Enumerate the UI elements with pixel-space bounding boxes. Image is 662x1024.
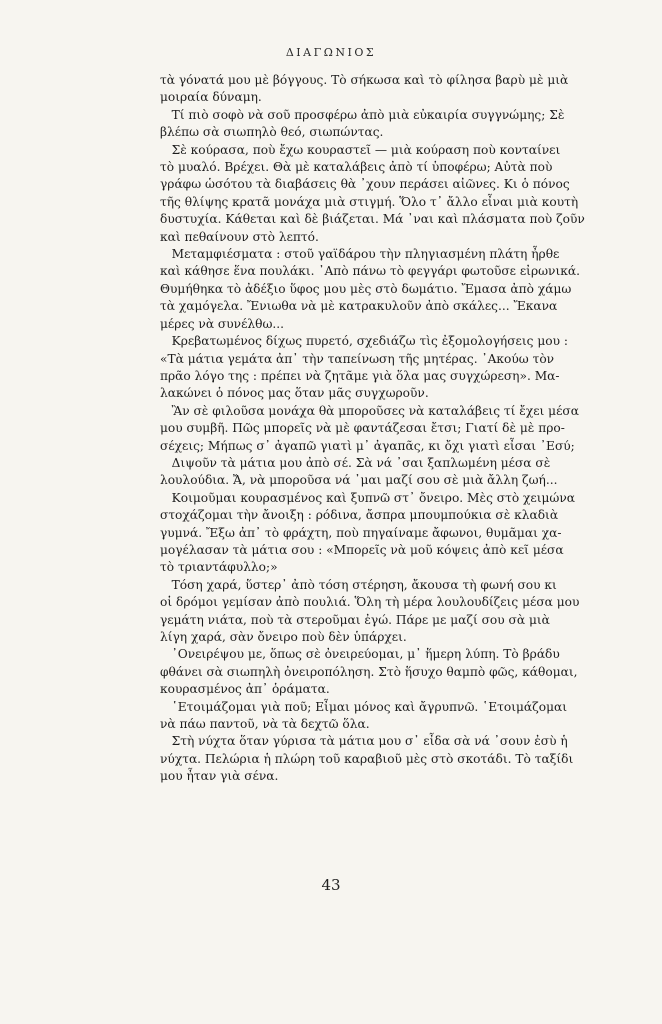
text-line: ᾽Ονειρέψου με, ὅπως σὲ ὀνειρεύομαι, μ᾽ ἥμερη λύπη. Τὸ βράδυ [160,647,560,662]
text-line: σέχεις; Μήπως σ᾽ ἀγαπῶ γιατὶ μ᾽ ἀγαπᾶς, κι ὄχι γιατὶ εἶσαι ᾽Εσύ; [160,438,575,453]
text-line: τὸ τριαντάφυλλο;» [160,560,278,575]
text-line: γράφω ὡσότου τὰ διαβάσεις θὰ ᾽χουν περάσει αἰῶνες. Κι ὁ πόνος [160,177,570,192]
text-line: Ἂν σὲ φιλοῦσα μονάχα θὰ μποροῦσες νὰ καταλάβεις τί ἔχει μέσα [160,403,579,418]
page-number: 43 [321,876,341,894]
text-line: Κοιμοῦμαι κουρασμένος καὶ ξυπνῶ στ᾽ ὄνειρο. Μὲς στὸ χειμώνα [160,490,576,505]
text-line: τῆς θλίψης κρατᾶ μονάχα μιὰ στιγμή. Ὅλο τ᾽ ἄλλο εἶναι μιὰ κουτὴ [160,194,579,209]
text-line: νὰ πάω παντοῦ, νὰ τὰ δεχτῶ ὅλα. [160,717,370,732]
text-line: τὰ χαμόγελα. Ἔνιωθα νὰ μὲ κατρακυλοῦν ἀπὸ σκάλες... Ἔκανα [160,299,558,314]
text-line: δυστυχία. Κάθεται καὶ δὲ βιάζεται. Μά ᾽ναι καὶ πλάσματα ποὺ ζοῦν [160,212,585,227]
text-line: Τόση χαρά, ὕστερ᾽ ἀπὸ τόση στέρηση, ἄκουσα τὴ φωνή σου κι [160,577,557,592]
text-line: μογέλασαν τὰ μάτια σου : «Μπορεῖς νὰ μοῦ κόψεις ἀπὸ κεῖ μέσα [160,542,564,557]
text-line: Τί πιὸ σοφὸ νὰ σοῦ προσφέρω ἀπὸ μιὰ εὐκαιρία συγγνώμης; Σὲ [160,107,565,122]
text-line: νύχτα. Πελώρια ἡ πλώρη τοῦ καραβιοῦ μὲς στὸ σκοτάδι. Τὸ ταξίδι [160,751,574,766]
text-line: τὸ μυαλό. Βρέχει. Θὰ μὲ καταλάβεις ἀπὸ τί ὑποφέρω; Αὐτὰ ποὺ [160,160,553,175]
text-line: οἱ δρόμοι γεμίσαν ἀπὸ πουλιά. Ὅλη τὴ μέρα λουλουδίζεις μέσα μου [160,595,580,610]
text-line: γυμνά. Ἔξω ἀπ᾽ τὸ φράχτη, ποὺ πηγαίναμε ἄφωνοι, θυμᾶμαι χα- [160,525,562,540]
text-line: Σὲ κούρασα, ποὺ ἔχω κουραστεῖ — μιὰ κούραση ποὺ κονταίνει [160,142,561,157]
text-line: Στὴ νύχτα ὅταν γύρισα τὰ μάτια μου σ᾽ εἶδα σὰ νά ᾽σουν ἐσὺ ἡ [160,734,568,749]
text-line: πρᾶο λόγο της : πρέπει νὰ ζητᾶμε γιὰ ὅλα μας συγχώρεση». Μα- [160,368,560,383]
text-line: «Τὰ μάτια γεμάτα ἀπ᾽ τὴν ταπείνωση τῆς μητέρας. ᾽Ακούω τὸν [160,351,555,366]
running-title: ΔΙΑΓΩΝΙΟΣ [285,46,377,59]
text-line: μου συμβῆ. Πῶς μπορεῖς νὰ μὲ φαντάζεσαι ἔτσι; Γιατί δὲ μὲ προ- [160,421,565,436]
text-line: μέρες νὰ συνέλθω... [160,316,284,331]
text-line: κουρασμένος ἀπ᾽ ὁράματα. [160,682,330,697]
text-line: μοιραία δύναμη. [160,90,262,105]
text-line: στοχάζομαι τὴν ἄνοιξη : ρόδινα, ἄσπρα μπουμπούκια σὲ κλαδιὰ [160,508,559,523]
text-line: φθάνει σὰ σιωπηλὴ ὀνειροπόληση. Στὸ ἥσυχο θαμπὸ φῶς, κάθομαι, [160,664,578,679]
text-line: λουλούδια. Ἄ, νὰ μποροῦσα νά ᾽μαι μαζί σου σὲ μιὰ ἄλλη ζωή... [160,473,558,488]
text-line: βλέπω σὰ σιωπηλὸ θεό, σιωπώντας. [160,125,384,140]
text-line: Θυμήθηκα τὸ ἀδέξιο ὕφος μου μὲς στὸ δωμάτιο. Ἔμασα ἀπὸ χάμω [160,281,572,296]
text-line: λακώνει ὁ πόνος μας ὅταν μᾶς συγχωροῦν. [160,386,429,401]
body-text [160,72,585,786]
text-line: Μεταμφιέσματα : στοῦ γαϊδάρου τὴν πληγιασμένη πλάτη ἦρθε [160,247,560,262]
text-line: καὶ πεθαίνουν στὸ λεπτό. [160,229,319,244]
text-line: λίγη χαρά, σὰν ὄνειρο ποὺ δὲν ὑπάρχει. [160,630,407,644]
text-line: ῾Ετοιμάζομαι γιὰ ποῦ; Εἶμαι μόνος καὶ ἄγρυπνῶ. ῾Ετοιμάζομαι [160,699,568,714]
text-line: μου ἦταν γιὰ σένα. [160,769,279,784]
text-line: Διψοῦν τὰ μάτια μου ἀπὸ σέ. Σὰ νά ᾽σαι ξαπλωμένη μέσα σὲ [160,455,551,470]
text-line: Κρεβατωμένος δίχως πυρετό, σχεδιάζω τὶς ἐξομολογήσεις μου : [160,334,568,349]
text-line: καὶ κάθησε ἕνα πουλάκι. ᾽Απὸ πάνω τὸ φεγγάρι φωτοῦσε εἰρωνικά. [160,264,580,279]
text-line: τὰ γόνατά μου μὲ βόγγους. Τὸ σήκωσα καὶ τὸ φίλησα βαρὺ μὲ μιὰ [160,73,569,87]
text-line: γεμάτη νιάτα, ποὺ τὰ στεροῦμαι ἐγώ. Πάρε με μαζί σου σὰ μιὰ [160,612,550,627]
